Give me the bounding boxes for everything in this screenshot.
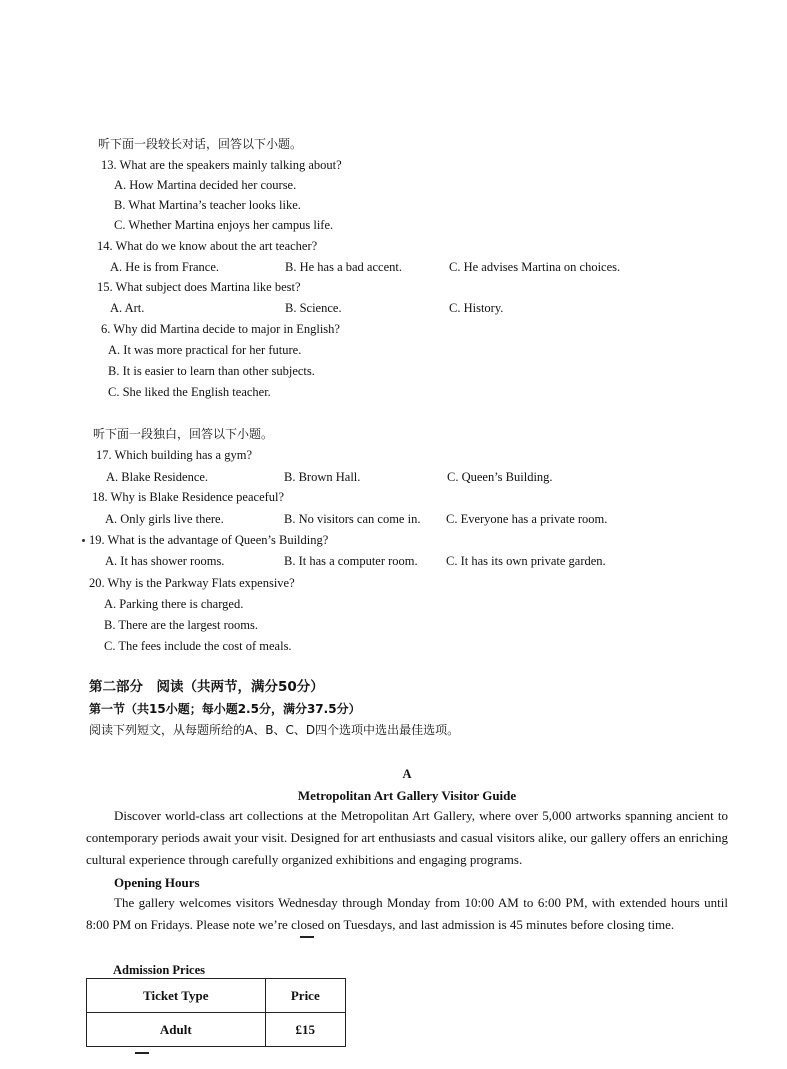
question-18: 18. Why is Blake Residence peaceful? [92, 490, 285, 504]
table-row [87, 1013, 346, 1047]
section-title: 第一节（共15小题；每小题2.5分，满分37.5分） [89, 702, 361, 716]
pen-mark-bottom [135, 1052, 149, 1054]
hours-paragraph: The gallery welcomes visitors Wednesday through Monday from 10:00 AM to 6:00 PM, with extended hours until 8:00 PM on Fridays. Please note we’re closed on Tuesdays, and last admission is 45 minutes before closing time. [86, 895, 728, 932]
question-17: 17. Which building has a gym? [96, 448, 252, 462]
question-16: 6. Why did Martina decide to major in English? [101, 322, 340, 336]
cell-ticket-type: Adult [87, 1013, 266, 1047]
header-ticket-type: Ticket Type [87, 979, 266, 1013]
question-13: 13. What are the speakers mainly talking about? [101, 158, 342, 172]
header-price: Price [265, 979, 345, 1013]
q15-option-a: A. Art. [110, 301, 145, 315]
hours-heading: Opening Hours [114, 875, 200, 890]
q19-option-b: B. It has a computer room. [284, 554, 418, 568]
q14-option-b: B. He has a bad accent. [285, 260, 402, 274]
q15-option-c: C. History. [449, 301, 504, 315]
question-20: 20. Why is the Parkway Flats expensive? [89, 576, 295, 590]
scan-dot [82, 539, 85, 542]
intro-paragraph: Discover world-class art collections at the Metropolitan Art Gallery, where over 5,000 artworks spanning ancient to contemporary periods await your visit. Designed for art enthusiasts and casual visitors alike, our gallery offers an enriching cultural experience through carefully organized exhibitions and engaging programs. [86, 808, 728, 867]
dialog-instruction: 听下面一段较长对话，回答以下小题。 [98, 137, 303, 151]
q19-option-c: C. It has its own private garden. [446, 554, 606, 568]
monologue-instruction: 听下面一段独白，回答以下小题。 [93, 427, 274, 441]
q19-option-a: A. It has shower rooms. [105, 554, 225, 568]
passage-title: Metropolitan Art Gallery Visitor Guide [297, 788, 517, 803]
reading-instruction: 阅读下列短文，从每题所给的A、B、C、D四个选项中选出最佳选项。 [89, 723, 460, 737]
q13-option-a: A. How Martina decided her course. [114, 178, 297, 192]
q18-option-c: C. Everyone has a private room. [446, 512, 608, 526]
question-19: 19. What is the advantage of Queen’s Building? [89, 533, 329, 547]
cell-price: £15 [265, 1013, 345, 1047]
q16-option-c: C. She liked the English teacher. [108, 385, 271, 399]
q14-option-c: C. He advises Martina on choices. [449, 260, 621, 274]
q13-option-c: C. Whether Martina enjoys her campus life. [114, 218, 334, 232]
q14-option-a: A. He is from France. [110, 260, 219, 274]
part-title: 第二部分 阅读（共两节，满分50分） [89, 679, 324, 695]
q16-option-a: A. It was more practical for her future. [108, 343, 302, 357]
admission-table [86, 978, 346, 1047]
table-header-row [87, 979, 346, 1013]
q20-option-c: C. The fees include the cost of meals. [104, 639, 292, 653]
prices-heading: Admission Prices [113, 963, 206, 977]
q20-option-b: B. There are the largest rooms. [104, 618, 259, 632]
question-14: 14. What do we know about the art teacher? [97, 239, 318, 253]
q17-option-b: B. Brown Hall. [284, 470, 361, 484]
q15-option-b: B. Science. [285, 301, 342, 315]
passage-letter: A [402, 767, 412, 781]
q18-option-b: B. No visitors can come in. [284, 512, 421, 526]
q18-option-a: A. Only girls live there. [105, 512, 224, 526]
q17-option-a: A. Blake Residence. [106, 470, 209, 484]
pen-mark [300, 936, 314, 938]
q13-option-b: B. What Martina’s teacher looks like. [114, 198, 301, 212]
q17-option-c: C. Queen’s Building. [447, 470, 553, 484]
q20-option-a: A. Parking there is charged. [104, 597, 244, 611]
q16-option-b: B. It is easier to learn than other subjects. [108, 364, 315, 378]
question-15: 15. What subject does Martina like best? [97, 280, 301, 294]
